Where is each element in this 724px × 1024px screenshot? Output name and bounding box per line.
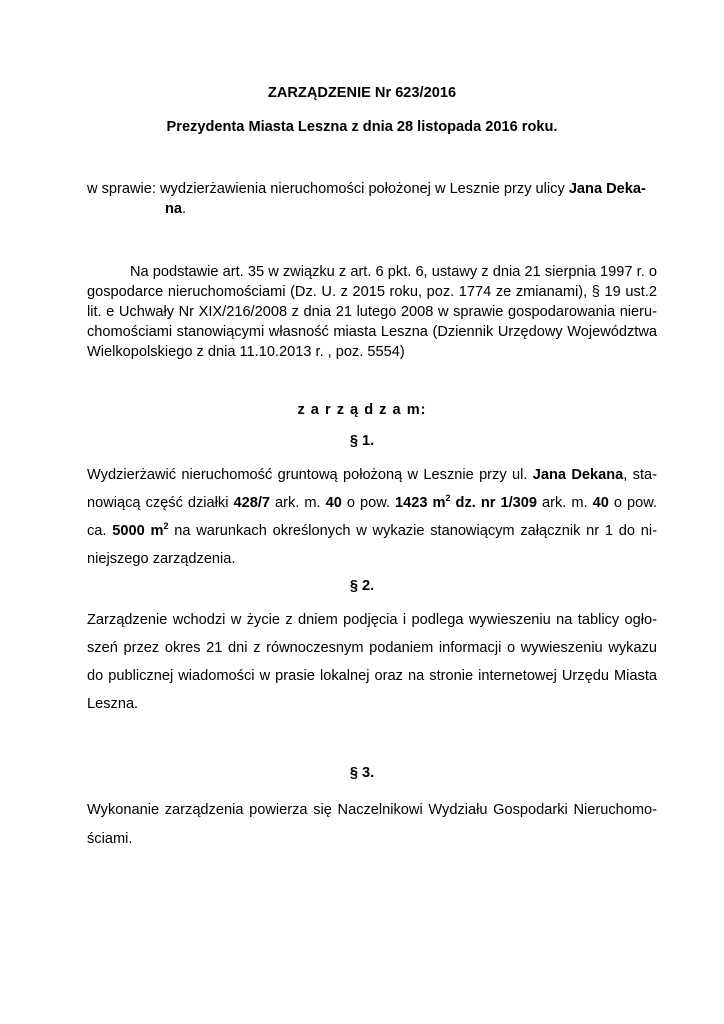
decree-word: z a r z ą d z a m: [297,402,427,418]
document-subtitle: Prezydenta Miasta Leszna z dnia 28 listopada 2016 roku. [166,119,558,135]
subject-prefix: w sprawie: wydzierżawienia nieruchomości położonej w Lesznie przy ulicy [87,181,569,197]
legal-basis-line: chomościami stanowiącymi własność miasta Leszna (Dziennik Urzędowy Województwa [87,324,657,340]
legal-basis-line: gospodarce nieruchomościami (Dz. U. z 2015 roku, poz. 1774 ze zmianami), § 19 ust.2 [87,284,657,300]
area-value: 5000 m [112,523,164,539]
superscript: 2 [163,521,169,531]
text-run: nowiącą część działki [87,495,234,511]
legal-basis-line: lit. e Uchwały Nr XIX/216/2008 z dnia 21 lutego 2008 w sprawie gospodarowania nieru- [87,304,657,320]
map-sheet-number: 40 [325,495,342,511]
superscript: 2 [445,493,451,503]
section-3-heading: § 3. [349,765,375,781]
subject-street-part2: na [165,201,183,217]
section-3-line: Wykonanie zarządzenia powierza się Naczelnikowi Wydziału Gospodarki Nieruchomo- [87,802,657,818]
document-title: ZARZĄDZENIE Nr 623/2016 [267,85,457,101]
legal-basis-line: Na podstawie art. 35 w związku z art. 6 pkt. 6, ustawy z dnia 21 sierpnia 1997 r. o [130,264,657,280]
text-run: ca. [87,523,113,539]
text-run: na warunkach określonych w wykazie stanowiącym załącznik nr 1 do ni- [168,523,658,539]
section-3-line: ściami. [87,831,133,847]
area-value: 1423 m [395,495,446,511]
legal-basis-line: Wielkopolskiego z dnia 11.10.2013 r. , poz. 5554) [87,344,405,360]
subject-street-part1: Jana Deka- [568,181,646,197]
section-3-text [87,796,657,854]
section-1-text [87,461,657,573]
subject-paragraph [87,179,657,219]
street-name: Jana Dekana [532,467,624,483]
section-1-line [87,489,657,517]
text-run: ark. m. [536,495,593,511]
section-2-line: szeń przez okres 21 dni z równoczesnym podaniem informacji o wywieszeniu wykazu [87,640,657,656]
section-2-line: Leszna. [87,696,139,712]
subject-end: . [182,201,187,217]
text-run: , sta- [623,467,657,483]
text-run: ark. m. [270,495,326,511]
plot-number: dz. nr 1/309 [450,495,537,511]
legal-basis-paragraph [87,262,657,362]
text-run: Wydzierżawić nieruchomość gruntową położoną w Lesznie przy ul. [87,467,533,483]
text-run: o pow. [608,495,658,511]
text-run: o pow. [341,495,396,511]
section-2-line: do publicznej wiadomości w prasie lokalnej oraz na stronie internetowej Urzędu Miasta [87,668,657,684]
section-2-line: Zarządzenie wchodzi w życie z dniem podjęcia i podlega wywieszeniu na tablicy ogło- [87,612,657,628]
map-sheet-number: 40 [592,495,609,511]
section-1-line [87,461,657,489]
section-1-heading: § 1. [349,433,375,449]
section-2-heading: § 2. [349,578,375,594]
section-1-line [87,517,657,545]
section-2-text [87,606,657,718]
plot-number: 428/7 [233,495,270,511]
section-1-line: niejszego zarządzenia. [87,551,236,567]
